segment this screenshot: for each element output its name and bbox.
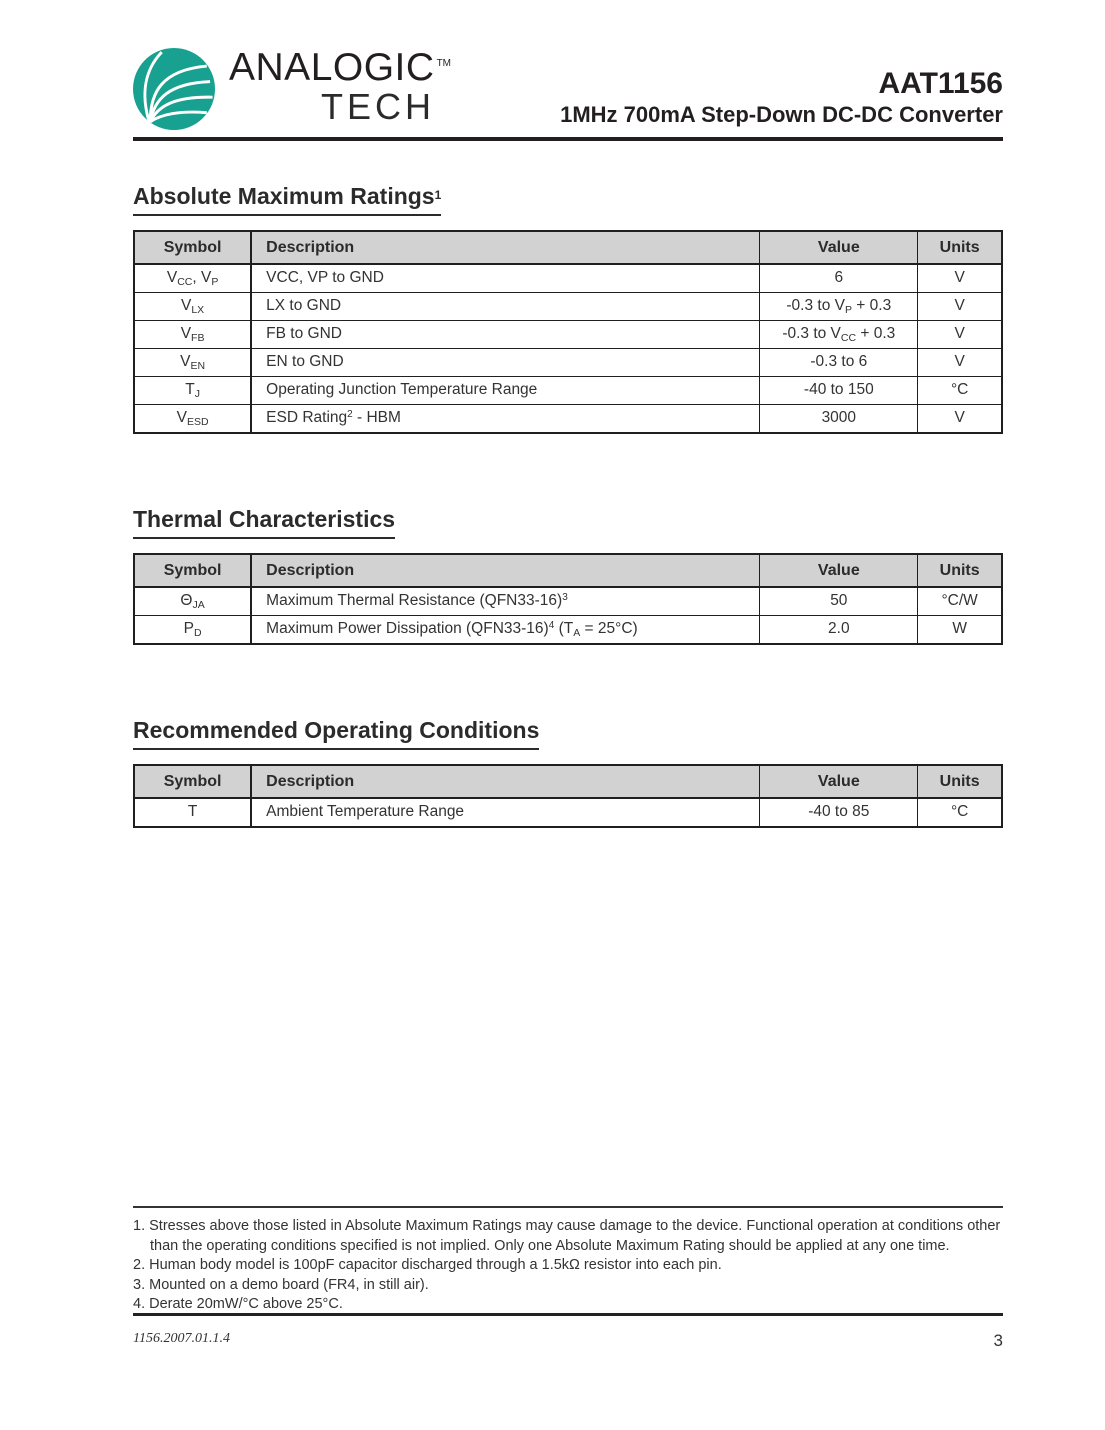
table-header-row <box>134 554 1002 587</box>
table-cell: T <box>134 798 251 827</box>
column-header: Description <box>251 231 760 264</box>
table-cell: $V_{ESD}$ <box>134 405 251 434</box>
column-header: Symbol <box>134 231 251 264</box>
table-cell: °C <box>918 377 1002 405</box>
table-cell: Operating Junction Temperature Range <box>251 377 760 405</box>
section-recommended-operating-conditions <box>133 717 1003 828</box>
document-id: 1156.2007.01.1.4 <box>133 1331 230 1346</box>
table-cell: -0.3 to 6 <box>760 349 918 377</box>
page-header <box>133 0 1003 130</box>
table-cell: V <box>918 349 1002 377</box>
footnote: 1. Stresses above those listed in Absolute Maximum Ratings may cause damage to the device. Functional operation at conditions other than the operating conditions specified is not implied. Only one Absolute Maximum Rating should be applied at any one time. <box>133 1218 1001 1254</box>
table-cell: LX to GND <box>251 293 760 321</box>
table-cell: V <box>918 321 1002 349</box>
table-row <box>134 264 1002 293</box>
table-cell: Maximum Power Dissipation $(QFN33-16)^4$ $(T_A = 25^\circ C)$ <box>251 616 760 645</box>
footnote: 4. Derate 20mW/°C above 25°C. <box>133 1296 343 1312</box>
table-cell: -0.3 to $V_P + 0.3$ <box>760 293 918 321</box>
table-row <box>134 405 1002 434</box>
column-header: Value <box>760 765 918 798</box>
table-row <box>134 587 1002 616</box>
thermal-characteristics-table <box>133 553 1003 645</box>
table-cell: VCC, VP to GND <box>251 264 760 293</box>
trademark-mark: TM <box>436 58 452 69</box>
section-title: Absolute Maximum Ratings$^1$ <box>133 183 441 216</box>
table-row <box>134 798 1002 827</box>
table-cell: $V_{LX}$ <box>134 293 251 321</box>
table-cell: -40 to 85 <box>760 798 918 827</box>
table-cell: 2.0 <box>760 616 918 645</box>
brand-name <box>229 48 451 125</box>
company-logo <box>133 48 451 130</box>
footnote: 2. Human body model is 100pF capacitor discharged through a 1.5kΩ resistor into each pin. <box>133 1257 722 1273</box>
column-header: Value <box>760 554 918 587</box>
footnotes-list <box>133 1217 1003 1315</box>
page-content <box>133 0 1003 828</box>
table-cell: Maximum Thermal Resistance $(QFN33-16)^3$ <box>251 587 760 616</box>
document-title-block <box>560 67 1003 130</box>
table-cell: V <box>918 293 1002 321</box>
absolute-maximum-ratings-table <box>133 230 1003 434</box>
table-cell: $V_{CC}$, $V_P$ <box>134 264 251 293</box>
table-row <box>134 377 1002 405</box>
table-cell: FB to GND <box>251 321 760 349</box>
table-cell: $V_{FB}$ <box>134 321 251 349</box>
brand-line2: TECH <box>321 86 436 127</box>
table-header-row <box>134 231 1002 264</box>
table-cell: °C <box>918 798 1002 827</box>
table-cell: ESD Rating$^2$ - HBM <box>251 405 760 434</box>
column-header: Symbol <box>134 554 251 587</box>
table-cell: 3000 <box>760 405 918 434</box>
brand-line1: ANALOGIC <box>229 46 435 89</box>
section-title: Recommended Operating Conditions <box>133 717 539 750</box>
table-cell: 6 <box>760 264 918 293</box>
table-cell: Ambient Temperature Range <box>251 798 760 827</box>
table-row <box>134 349 1002 377</box>
table-cell: °C/W <box>918 587 1002 616</box>
section-absolute-maximum-ratings <box>133 183 1003 434</box>
recommended-operating-conditions-table <box>133 764 1003 828</box>
document-subtitle: 1MHz 700mA Step-Down DC-DC Converter <box>560 101 1003 127</box>
table-cell: 50 <box>760 587 918 616</box>
column-header: Units <box>918 231 1002 264</box>
page-number: 3 <box>993 1331 1003 1350</box>
footnotes-block <box>133 1206 1003 1315</box>
section-thermal-characteristics <box>133 506 1003 645</box>
page-footer <box>133 1313 1003 1351</box>
column-header: Description <box>251 765 760 798</box>
table-cell: -0.3 to $V_{CC} + 0.3$ <box>760 321 918 349</box>
table-cell: $P_D$ <box>134 616 251 645</box>
table-cell: V <box>918 264 1002 293</box>
table-cell: W <box>918 616 1002 645</box>
leaf-logo-icon <box>133 48 215 130</box>
table-cell: $\Theta_{JA}$ <box>134 587 251 616</box>
table-cell: EN to GND <box>251 349 760 377</box>
part-number: AAT1156 <box>878 67 1003 101</box>
column-header: Symbol <box>134 765 251 798</box>
table-cell: -40 to 150 <box>760 377 918 405</box>
table-cell: V <box>918 405 1002 434</box>
table-row <box>134 616 1002 645</box>
section-title: Thermal Characteristics <box>133 506 395 539</box>
table-header-row <box>134 765 1002 798</box>
header-rule <box>133 137 1003 141</box>
table-row <box>134 293 1002 321</box>
table-cell: $V_{EN}$ <box>134 349 251 377</box>
column-header: Value <box>760 231 918 264</box>
column-header: Description <box>251 554 760 587</box>
footnote: 3. Mounted on a demo board (FR4, in still air). <box>133 1276 429 1293</box>
table-row <box>134 321 1002 349</box>
column-header: Units <box>918 765 1002 798</box>
table-cell: $T_J$ <box>134 377 251 405</box>
column-header: Units <box>918 554 1002 587</box>
